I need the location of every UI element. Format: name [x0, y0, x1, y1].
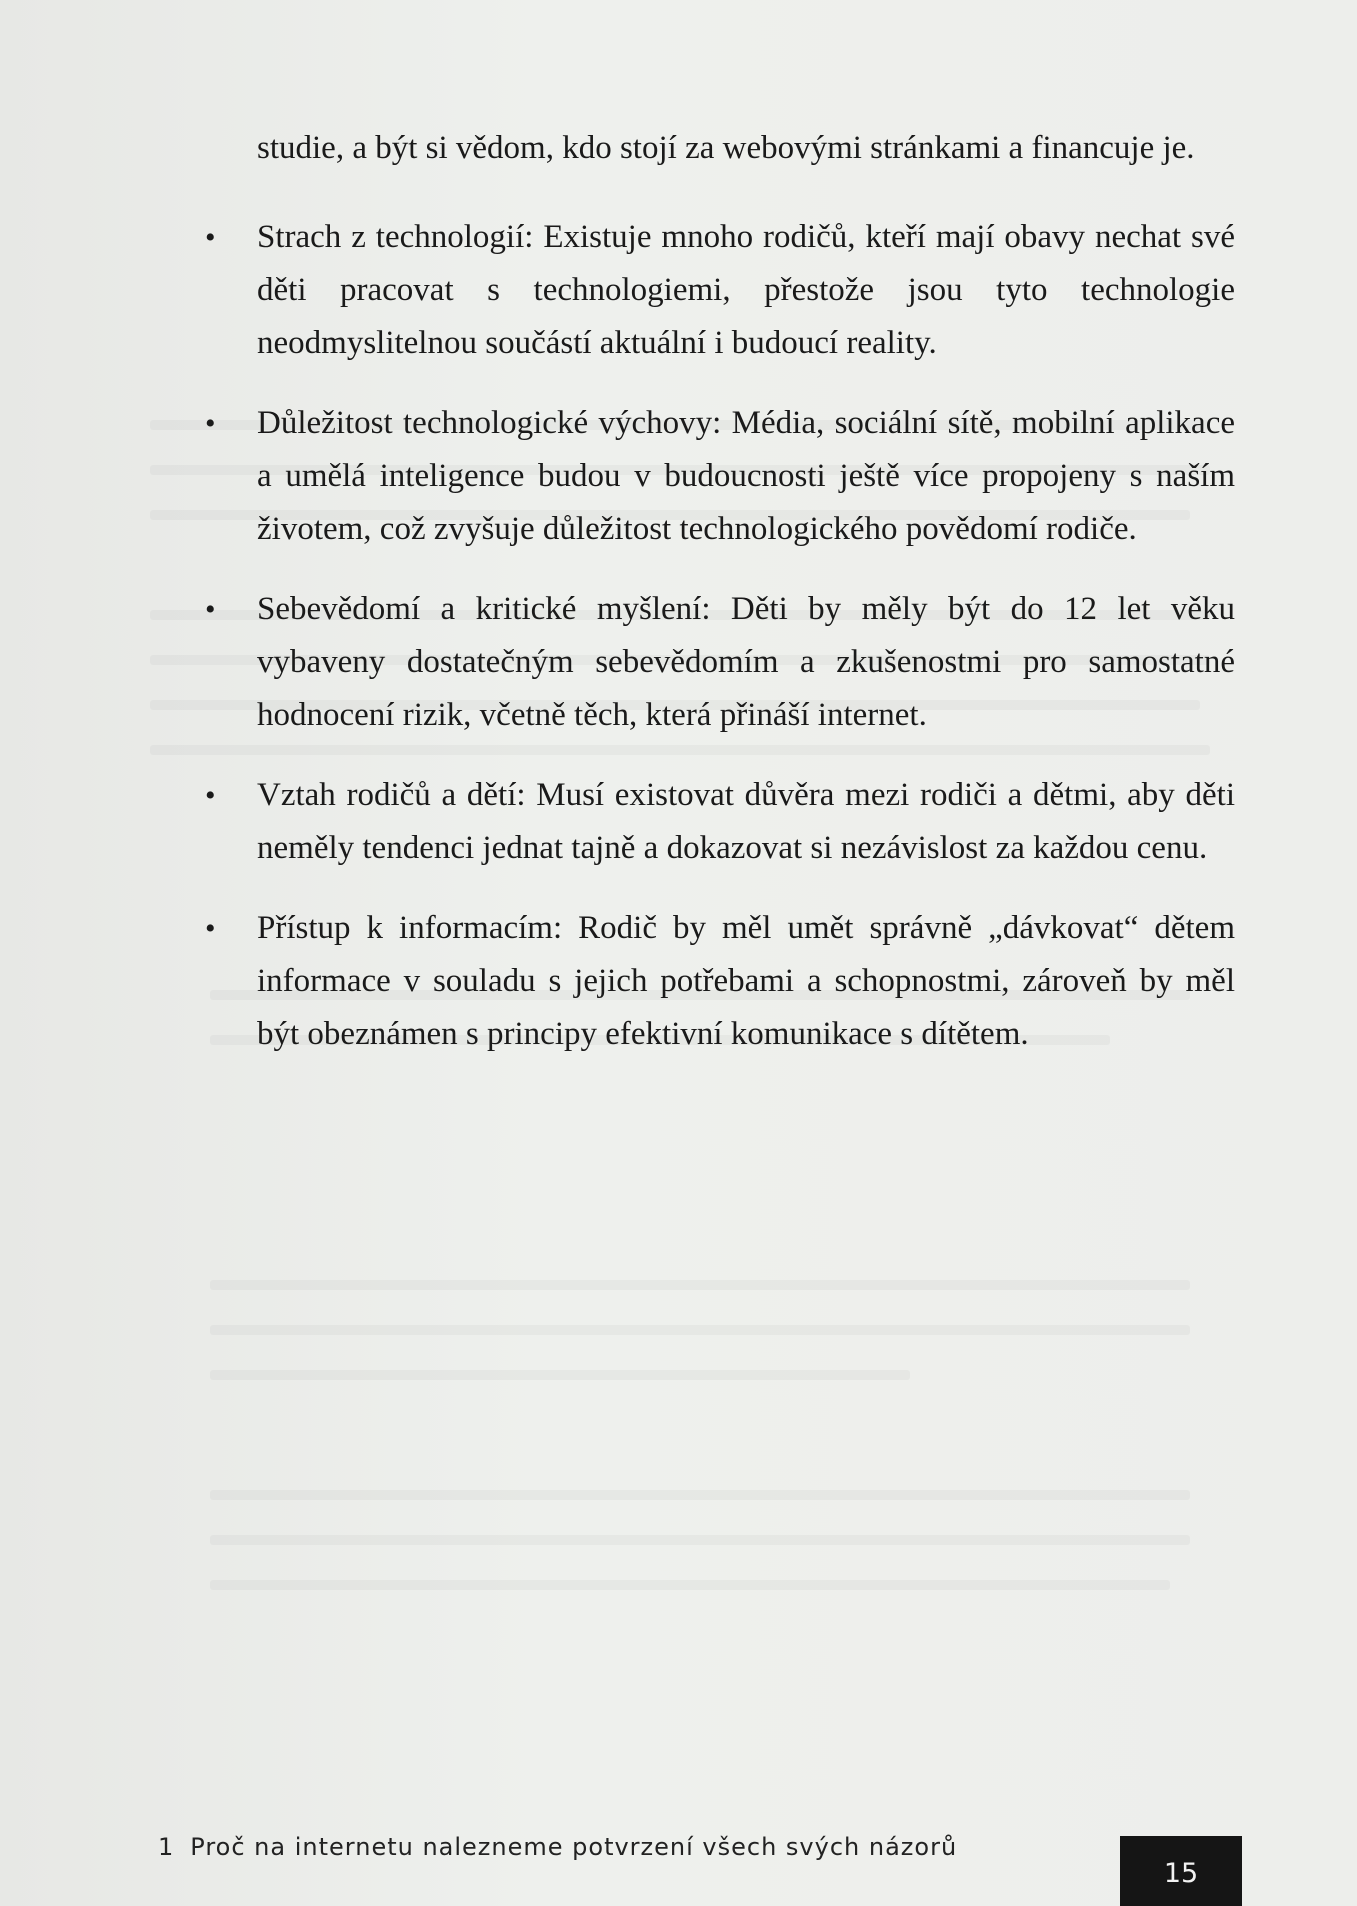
ghost-line	[210, 1370, 910, 1380]
list-item-text: Vztah rodičů a dětí: Musí existovat důvěra mezi rodiči a dětmi, aby děti neměly tendenci jednat tajně a dokazovat si nezávislost za každou cenu.	[257, 777, 1235, 866]
ghost-line	[210, 1535, 1190, 1545]
list-item-text: Přístup k informacím: Rodič by měl umět správně „dávkovat“ dětem informace v souladu s jejich potřebami a schopnostmi, zároveň by měl být obeznámen s principy efektivní komunikace s dítětem.	[257, 910, 1235, 1052]
bullet-icon: •	[205, 779, 216, 812]
list-item	[205, 583, 1235, 742]
lead-paragraph: studie, a být si vědom, kdo stojí za webovými stránkami a financuje je.	[257, 130, 1195, 166]
bullet-icon: •	[205, 593, 216, 626]
list-item	[205, 397, 1235, 556]
list-item-text: Důležitost technologické výchovy: Média, sociální sítě, mobilní aplikace a umělá inteligence budou v budoucnosti ještě více propojeny s naším životem, což zvyšuje důležitost technologického povědomí rodiče.	[257, 405, 1235, 547]
chapter-title: Proč na internetu nalezneme potvrzení všech svých názorů	[190, 1833, 958, 1861]
main-text-block	[205, 122, 1235, 1088]
list-item-text: Sebevědomí a kritické myšlení: Děti by měly být do 12 let věku vybaveny dostatečným sebevědomím a zkušenostmi pro samostatné hodnocení rizik, včetně těch, která přináší internet.	[257, 591, 1235, 733]
list-item	[205, 902, 1235, 1061]
ghost-line	[210, 1580, 1170, 1590]
list-item	[205, 769, 1235, 875]
ghost-heading-shape	[1268, 130, 1300, 230]
running-footer	[158, 1833, 957, 1861]
page-number-tab	[1120, 1836, 1242, 1906]
bullet-icon: •	[205, 912, 216, 945]
list-item	[205, 211, 1235, 370]
bullet-icon: •	[205, 221, 216, 254]
bullet-icon: •	[205, 407, 216, 440]
list-item-text: Strach z technologií: Existuje mnoho rodičů, kteří mají obavy nechat své děti pracovat s technologiemi, přestože jsou tyto technologie neodmyslitelnou součástí aktuální i budoucí reality.	[257, 219, 1235, 361]
ghost-line	[210, 1280, 1190, 1290]
ghost-line	[210, 1490, 1190, 1500]
page-number: 15	[1163, 1857, 1199, 1889]
bullet-list	[205, 211, 1235, 1061]
ghost-line	[210, 1325, 1190, 1335]
chapter-number: 1	[158, 1833, 175, 1861]
